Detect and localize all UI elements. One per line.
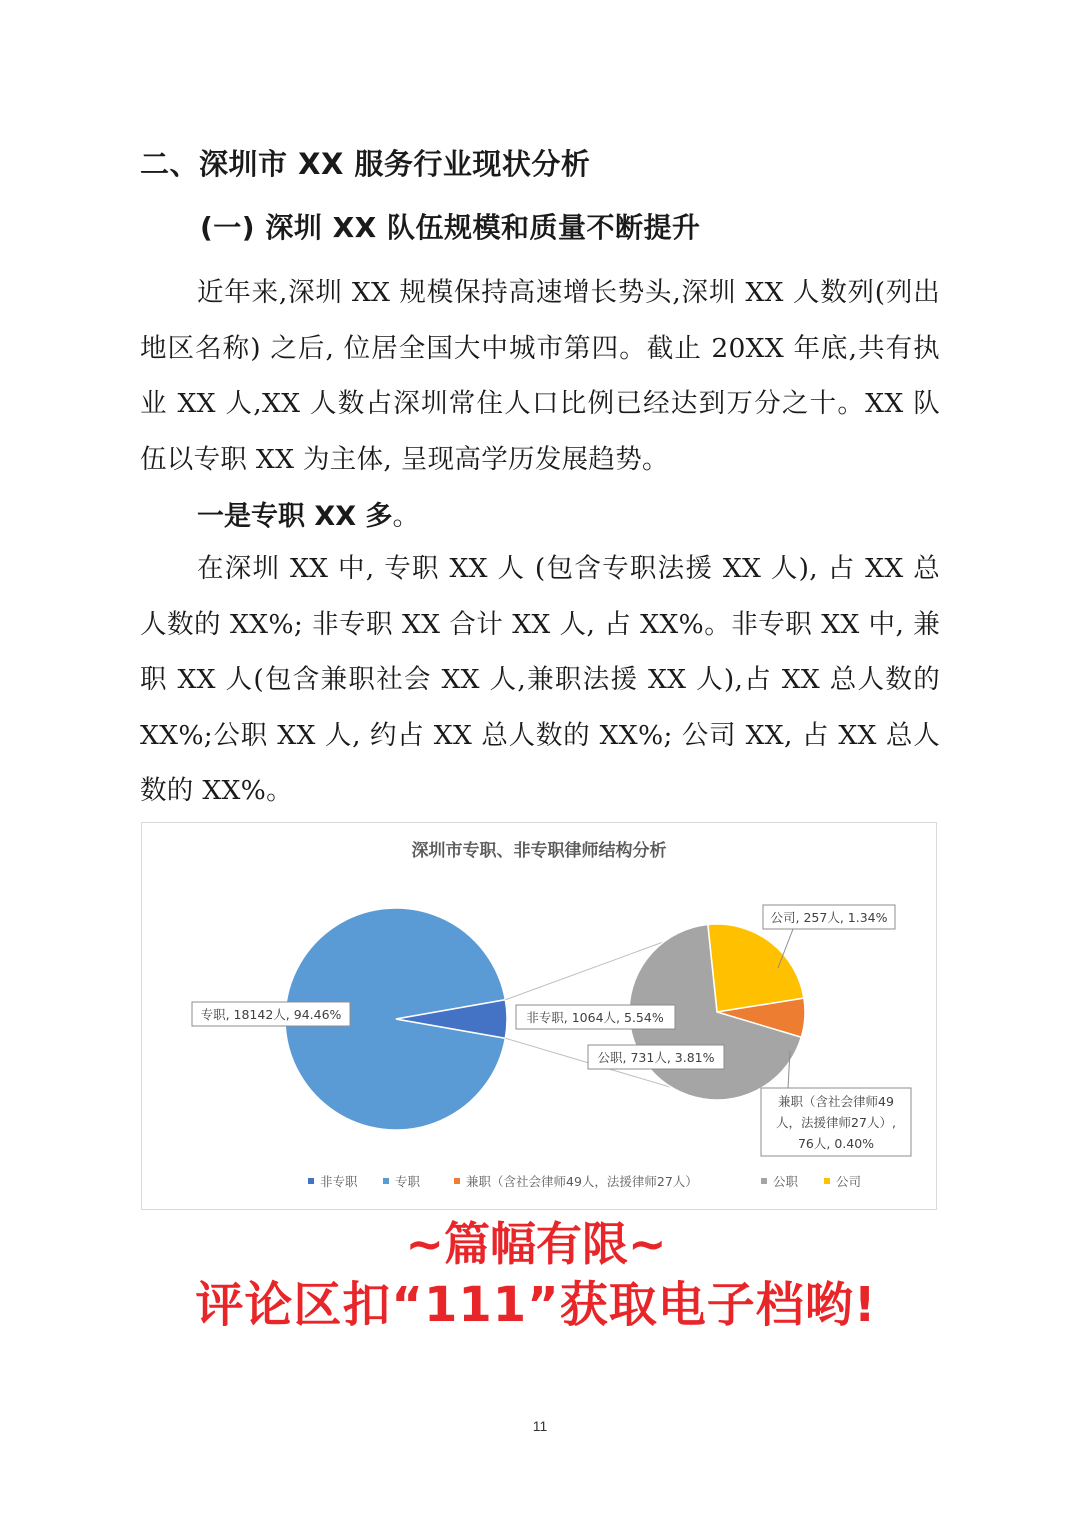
body-paragraph-1 [140,265,940,487]
data-label-company: 公司, 257人, 1.34% [770,910,888,925]
promo-banner-line1: ~篇幅有限~ [405,1217,667,1271]
data-label-full-time: 专职, 18142人, 94.46% [200,1007,342,1022]
data-label-non-full-time: 非专职, 1064人, 5.54% [526,1010,664,1025]
legend-swatch [383,1178,389,1184]
data-label-part-time-line: 人，法援律师27人）, [776,1115,896,1130]
data-label-part-time-line: 76人, 0.40% [797,1136,875,1151]
legend-label: 公职 [773,1174,799,1189]
data-label-public: 公职, 731人, 3.81% [597,1050,715,1065]
legend-label: 专职 [395,1174,421,1189]
legend-swatch [308,1178,314,1184]
legend-label: 公司 [836,1174,862,1189]
section-heading: 二、深圳市 XX 服务行业现状分析 [140,147,591,181]
pie-chart [141,822,937,1210]
chart-title: 深圳市专职、非专职律师结构分析 [411,841,667,861]
paragraph-text: 在深圳 XX 中, 专职 XX 人 (包含专职法援 XX 人), 占 XX 总人数的 XX%; 非专职 XX 合计 XX 人, 占 XX%。非专职 XX 中, 兼职 XX 人(包含兼职社会 XX 人,兼职法援 XX 人),占 XX 总人数的 XX%;公职 XX 人, 约占 XX 总人数的 XX%; 公司 XX, 占 XX 总人数的 XX%。 [140,553,940,806]
paragraph-text: 近年来,深圳 XX 规模保持高速增长势头,深圳 XX 人数列(列出地区名称) 之后, 位居全国大中城市第四。截止 20XX 年底,共有执业 XX 人,XX 人数占深圳常住人口比例已经达到万分之十。XX 队伍以专职 XX 为主体, 呈现高学历发展趋势。 [140,277,940,475]
point-heading [197,494,419,533]
legend-swatch [454,1178,460,1184]
point-heading-tail: 。 [392,501,420,532]
legend-label: 兼职（含社会律师49人，法援律师27人） [466,1174,698,1189]
promo-banner-line2: 评论区扣“111”获取电子档哟! [195,1277,877,1333]
body-paragraph-2 [140,541,940,819]
legend-swatch [824,1178,830,1184]
legend-label: 非专职 [320,1174,358,1189]
subsection-heading: (一) 深圳 XX 队伍规模和质量不断提升 [200,211,701,244]
point-heading-bold: 一是专职 XX 多 [197,501,393,532]
data-label-part-time-line: 兼职（含社会律师49 [778,1094,894,1109]
page-number: 11 [532,1418,548,1434]
chart-canvas [142,823,936,1209]
legend-swatch [761,1178,767,1184]
